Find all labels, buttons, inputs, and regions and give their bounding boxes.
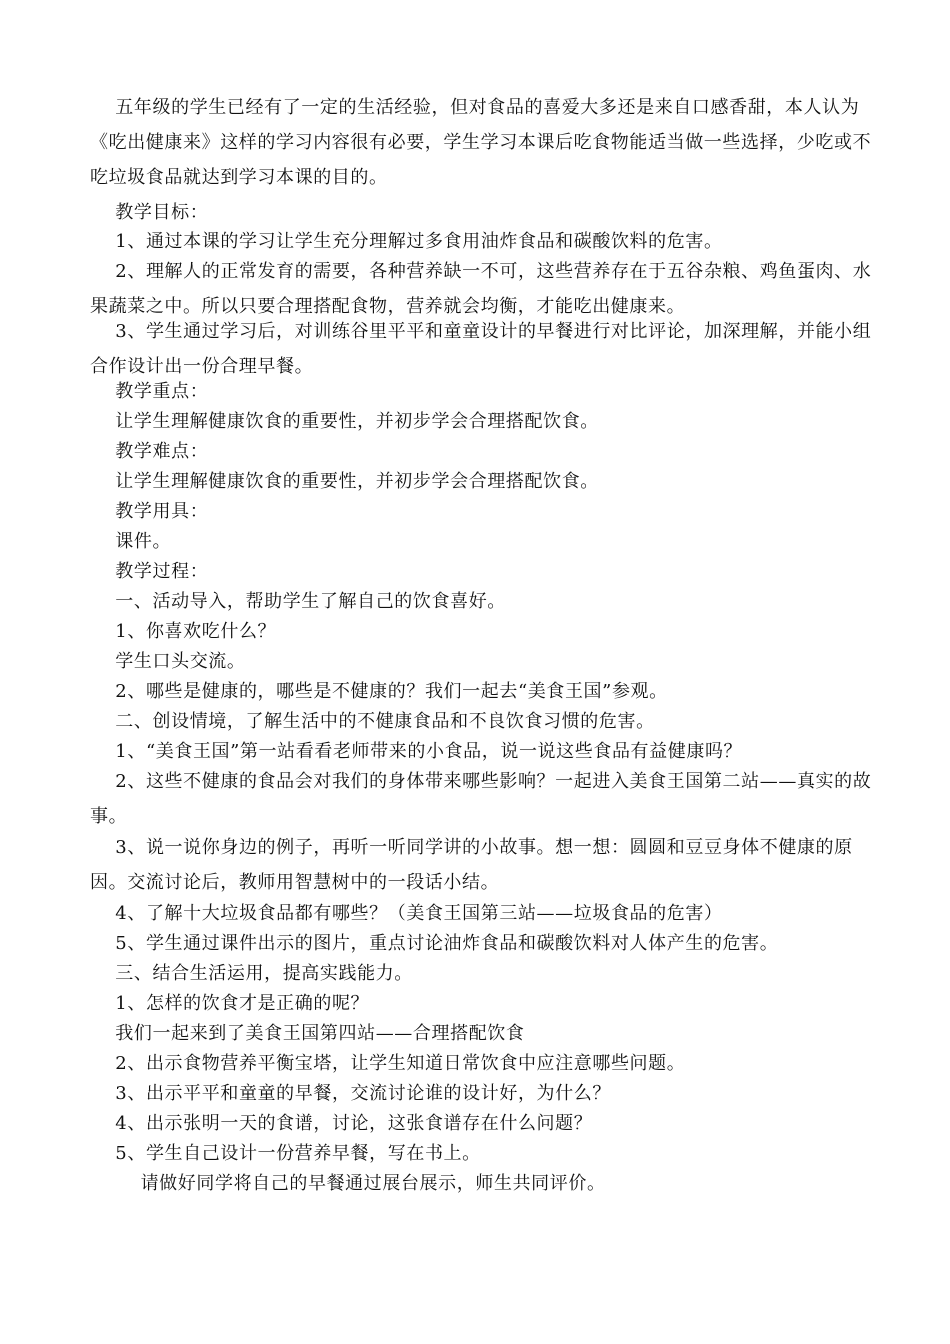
section-three-item-1: 1、怎样的饮食才是正确的呢？ [90,993,370,1014]
section-three-item-5: 5、学生自己设计一份营养早餐，写在书上。 [90,1143,481,1164]
heading-teaching-tools: 教学用具： [90,501,209,522]
section-two-item-2: 2、这些不健康的食品会对我们的身体带来哪些影响？一起进入美食王国第二站——真实的故事。 [90,771,872,827]
section-one-heading: 一、活动导入，帮助学生了解自己的饮食喜好。 [90,591,506,612]
section-three-item-4: 4、出示张明一天的食谱，讨论，这张食谱存在什么问题？ [90,1113,593,1134]
key-points-text: 让学生理解健康饮食的重要性，并初步学会合理搭配饮食。 [90,411,599,432]
section-three-item-3: 3、出示平平和童童的早餐，交流讨论谁的设计好，为什么？ [90,1083,611,1104]
goal-item-2: 2、理解人的正常发育的需要，各种营养缺一不可，这些营养存在于五谷杂粮、鸡鱼蛋肉、水果蔬菜之中。所以只要合理搭配食物，营养就会均衡，才能吃出健康来。 [90,261,872,317]
section-one-item-2: 2、哪些是健康的，哪些是不健康的？我们一起去“美食王国”参观。 [90,681,668,702]
goal-item-3: 3、学生通过学习后，对训练谷里平平和童童设计的早餐进行对比评论，加深理解，并能小组合作设计出一份合理早餐。 [90,321,872,377]
section-two-heading: 二、创设情境，了解生活中的不健康食品和不良饮食习惯的危害。 [90,711,655,732]
section-one-item-1: 1、你喜欢吃什么？ [90,621,277,642]
section-three-heading: 三、结合生活运用，提高实践能力。 [90,963,413,984]
difficulties-text: 让学生理解健康饮食的重要性，并初步学会合理搭配饮食。 [90,471,599,492]
teaching-tools-text: 课件。 [90,531,172,552]
heading-difficulties: 教学难点： [90,441,209,462]
section-two-item-4: 4、了解十大垃圾食品都有哪些？（美食王国第三站——垃圾食品的危害） [90,903,723,924]
heading-key-points: 教学重点： [90,381,209,402]
section-three-item-2: 2、出示食物营养平衡宝塔，让学生知道日常饮食中应注意哪些问题。 [90,1053,686,1074]
section-three-note: 我们一起来到了美食王国第四站——合理搭配饮食 [90,1023,525,1044]
goal-item-1: 1、通过本课的学习让学生充分理解过多食用油炸食品和碳酸饮料的危害。 [90,231,723,252]
section-two-item-3: 3、说一说你身边的例子，再听一听同学讲的小故事。想一想：圆圆和豆豆身体不健康的原因。交流讨论后，教师用智慧树中的一段话小结。 [90,837,853,893]
paragraph-intro: 五年级的学生已经有了一定的生活经验，但对食品的喜爱大多还是来自口感香甜，本人认为《吃出健康来》这样的学习内容很有必要，学生学习本课后吃食物能适当做一些选择，少吃或不吃垃圾食品就达到学习本课的目的。 [90,97,872,188]
section-two-item-5: 5、学生通过课件出示的图片，重点讨论油炸食品和碳酸饮料对人体产生的危害。 [90,933,779,954]
section-two-item-1: 1、“美食王国”第一站看看老师带来的小食品，说一说这些食品有益健康吗？ [90,741,743,762]
heading-teaching-process: 教学过程： [90,561,209,582]
closing-note: 请做好同学将自己的早餐通过展台展示，师生共同评价。 [90,1173,606,1194]
heading-teaching-goals: 教学目标： [90,202,209,223]
section-one-note: 学生口头交流。 [90,651,246,672]
